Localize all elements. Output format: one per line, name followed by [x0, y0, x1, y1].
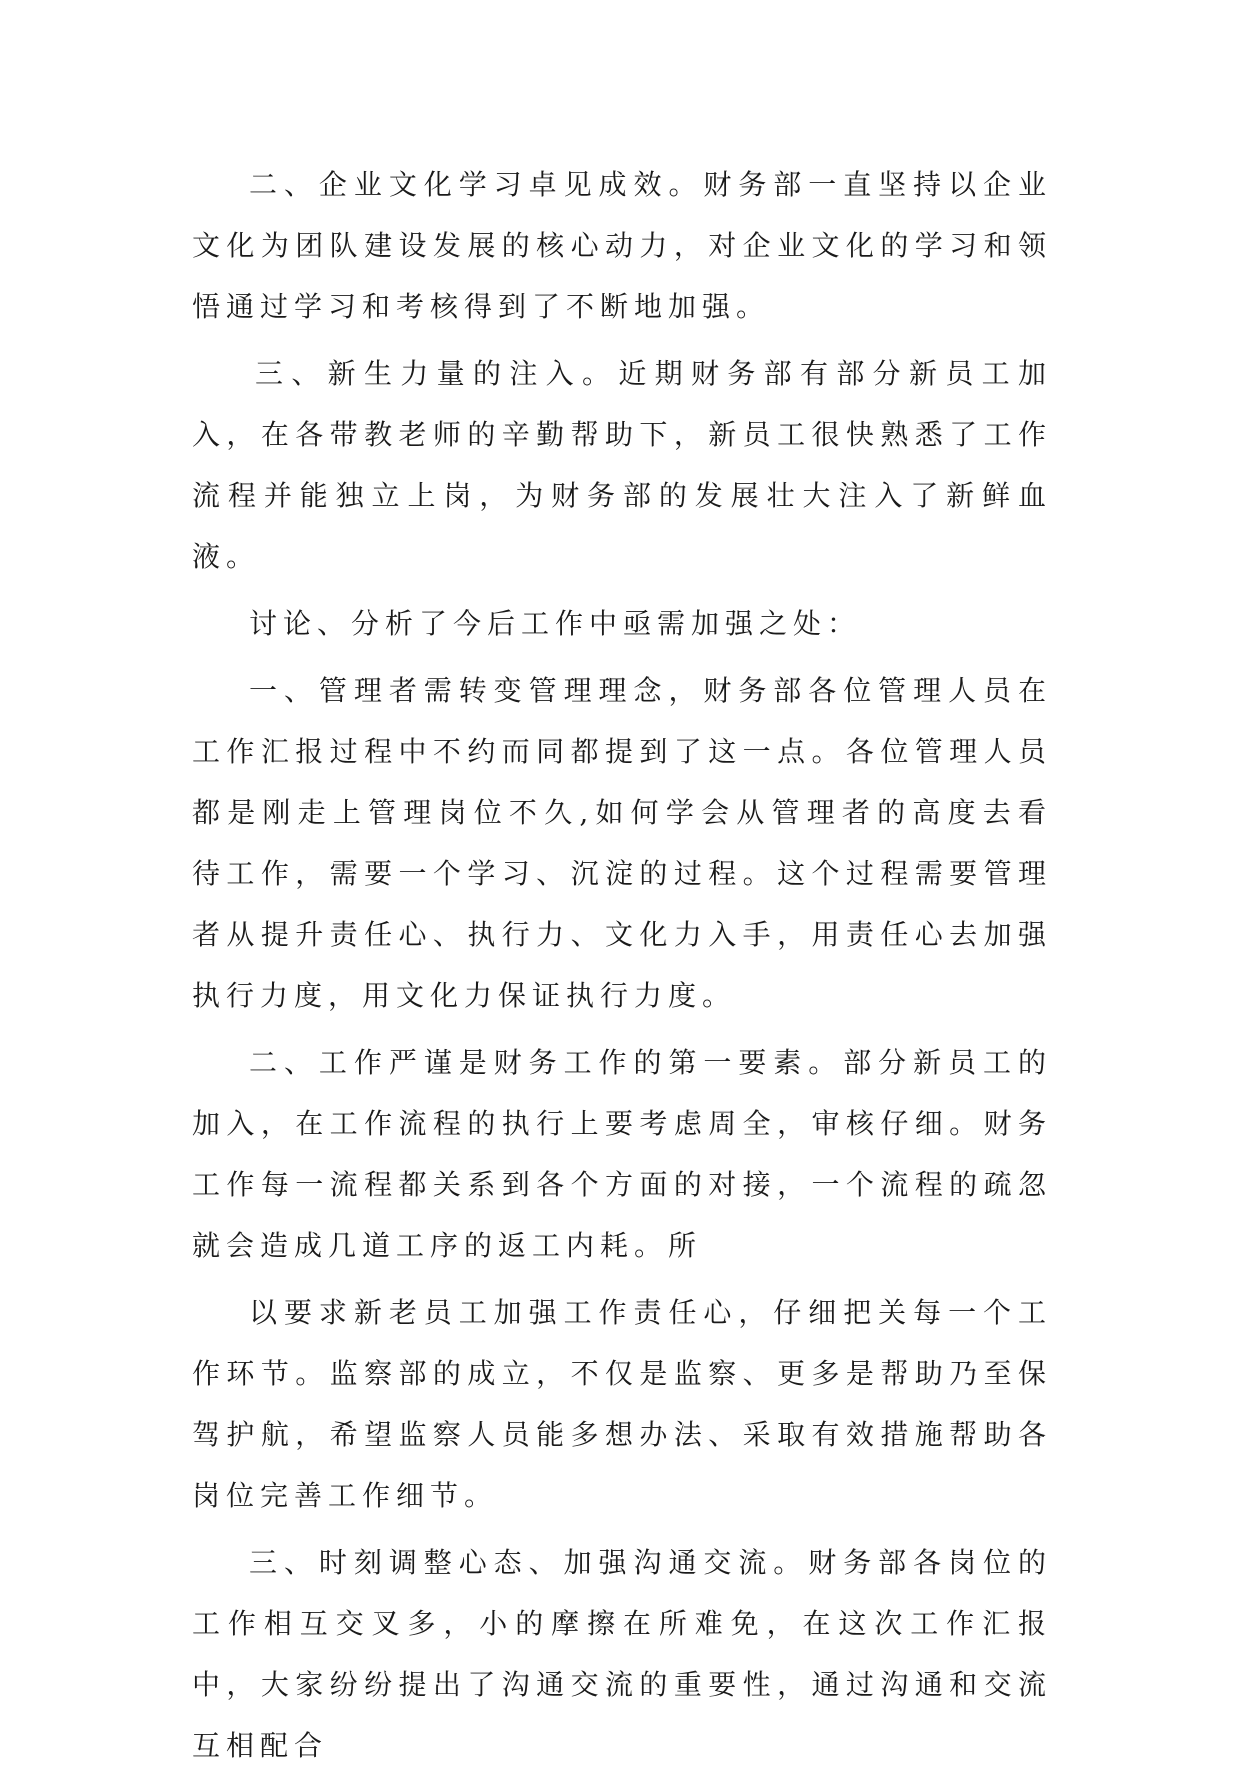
paragraph-communication: 三、时刻调整心态、加强沟通交流。财务部各岗位的工作相互交叉多，小的摩擦在所难免，在这次工作汇报中，大家纷纷提出了沟通交流的重要性，通过沟通和交流互相配合 [192, 1546, 1052, 1762]
paragraph-new-staff: 三、新生力量的注入。近期财务部有部分新员工加入，在各带教老师的辛勤帮助下，新员工很快熟悉了工作流程并能独立上岗，为财务部的发展壮大注入了新鲜血液。 [192, 357, 1052, 573]
paragraph-management-concept: 一、管理者需转变管理理念，财务部各位管理人员在工作汇报过程中不约而同都提到了这一点。各位管理人员都是刚走上管理岗位不久,如何学会从管理者的高度去看待工作，需要一个学习、沉淀的过程。这个过程需要管理者从提升责任心、执行力、文化力入手，用责任心去加强执行力度，用文化力保证执行力度。 [192, 674, 1052, 1012]
paragraph-work-rigor: 二、工作严谨是财务工作的第一要素。部分新员工的加入，在工作流程的执行上要考虑周全，审核仔细。财务工作每一流程都关系到各个方面的对接，一个流程的疏忽就会造成几道工序的返工内耗。所 [192, 1046, 1052, 1262]
document-body [192, 154, 1052, 1782]
paragraph-discussion-heading: 讨论、分析了今后工作中亟需加强之处： [249, 607, 862, 640]
paragraph-culture-learning: 二、企业文化学习卓见成效。财务部一直坚持以企业文化为团队建设发展的核心动力，对企业文化的学习和领悟通过学习和考核得到了不断地加强。 [192, 168, 1052, 323]
paragraph-responsibility: 以要求新老员工加强工作责任心，仔细把关每一个工作环节。监察部的成立，不仅是监察、更多是帮助乃至保驾护航，希望监察人员能多想办法、采取有效措施帮助各岗位完善工作细节。 [192, 1296, 1052, 1512]
